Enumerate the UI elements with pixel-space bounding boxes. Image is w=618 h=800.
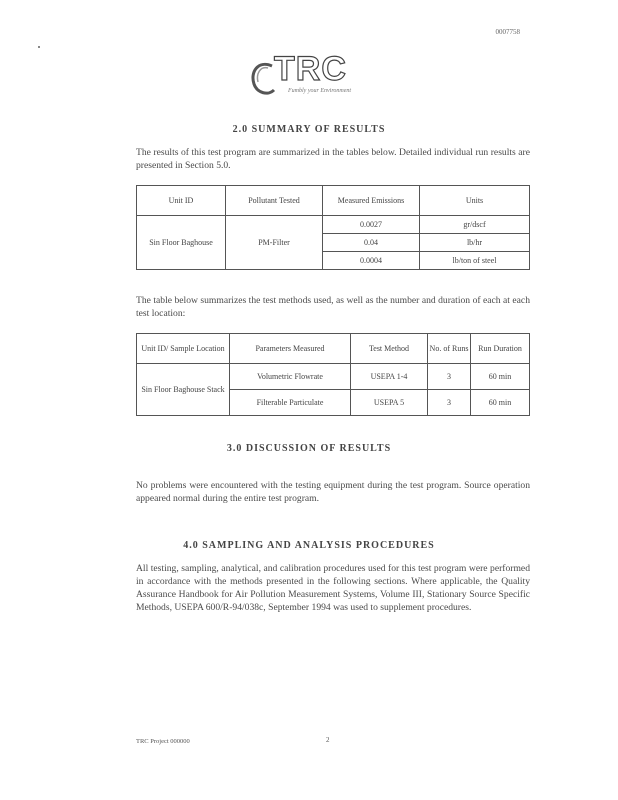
document-id: 0007758 — [495, 28, 520, 36]
cell-units: gr/dscf — [420, 216, 530, 234]
th-duration: Run Duration — [471, 334, 530, 364]
cell-duration: 60 min — [471, 364, 530, 390]
summary-intro: The results of this test program are summarized in the tables below. Detailed individual run results are presented in Section 5.0. — [136, 147, 530, 171]
procedures-text: All testing, sampling, analytical, and calibration procedures used for this test program were performed in accordance with the methods presented in the following sections. Where applicable, the Quality Assurance Handbook for Air Pollution Measurement Systems, Volume III, Stationary Source Specific Methods, USEPA 600/R-94/038c, September 1994 was used to supplement procedures. — [136, 563, 530, 613]
th-units: Units — [420, 186, 530, 216]
logo-tagline: Fumbly your Environment — [288, 88, 352, 94]
methods-table — [136, 333, 530, 416]
procedures-heading: 4.0 SAMPLING AND ANALYSIS PROCEDURES — [183, 540, 435, 551]
methods-intro: The table below summarizes the test methods used, as well as the number and duration of each at each test location: — [136, 295, 530, 319]
footer-project: TRC Project 000000 — [136, 738, 190, 745]
cell-parameter: Volumetric Flowrate — [230, 364, 351, 390]
discussion-text: No problems were encountered with the testing equipment during the test program. Source operation appeared normal during the entire test program. — [136, 480, 530, 504]
logo-wordmark: TRC — [274, 50, 347, 88]
cell-value: 0.0004 — [323, 252, 420, 270]
cell-unit-id: Sin Floor Baghouse — [137, 216, 226, 270]
th-parameters: Parameters Measured — [230, 334, 351, 364]
results-table — [136, 185, 530, 270]
cell-runs: 3 — [428, 390, 471, 416]
cell-units: lb/ton of steel — [420, 252, 530, 270]
cell-method: USEPA 5 — [351, 390, 428, 416]
cell-method: USEPA 1-4 — [351, 364, 428, 390]
cell-value: 0.0027 — [323, 216, 420, 234]
th-location: Unit ID/ Sample Location — [137, 334, 230, 364]
cell-parameter: Filterable Particulate — [230, 390, 351, 416]
th-unit-id: Unit ID — [137, 186, 226, 216]
scan-speck — [38, 46, 40, 48]
th-runs: No. of Runs — [428, 334, 471, 364]
th-method: Test Method — [351, 334, 428, 364]
summary-heading: 2.0 SUMMARY OF RESULTS — [232, 124, 386, 135]
cell-pollutant: PM-Filter — [226, 216, 323, 270]
cell-value: 0.04 — [323, 234, 420, 252]
cell-duration: 60 min — [471, 390, 530, 416]
cell-units: lb/hr — [420, 234, 530, 252]
th-measured: Measured Emissions — [323, 186, 420, 216]
cell-location: Sin Floor Baghouse Stack — [137, 364, 230, 416]
discussion-heading: 3.0 DISCUSSION OF RESULTS — [226, 443, 392, 454]
trc-logo — [248, 50, 378, 100]
th-pollutant: Pollutant Tested — [226, 186, 323, 216]
cell-runs: 3 — [428, 364, 471, 390]
page-number: 2 — [326, 736, 330, 744]
